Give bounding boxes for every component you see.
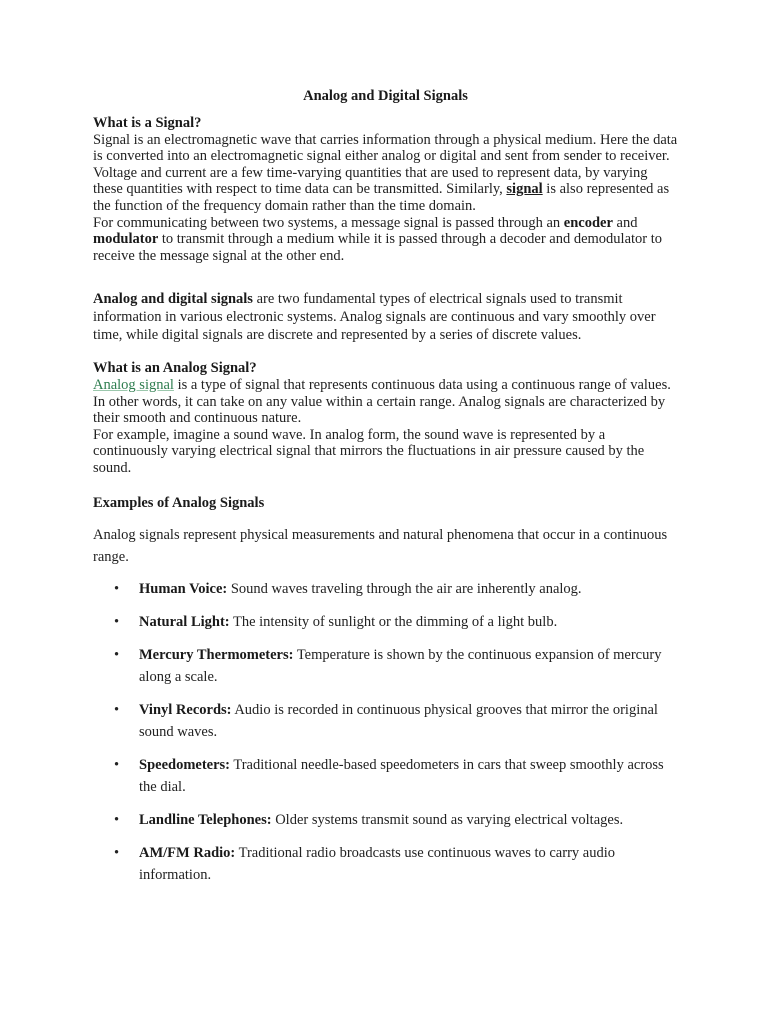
- signal-p2-text-b: is also represented as the function of the frequency domain rather than the time domain.: [93, 181, 670, 214]
- examples-list: [93, 578, 678, 886]
- intro-bold-term: Analog and digital signals: [93, 291, 253, 308]
- list-item: [93, 578, 678, 600]
- bullet-icon: •: [114, 701, 120, 718]
- analog-p1-text: is a type of signal that represents continuous data using a continuous range of values. In other words, it can take on any value within a certain range. Analog signals are characterized by their smooth and continuous nature.: [93, 376, 671, 427]
- signal-p2-text-a: Voltage and current are a few time-varying quantities that are used to represent data, by varying these quantities with respect to time data can be transmitted. Similarly,: [93, 164, 648, 198]
- list-item: [93, 809, 678, 831]
- item-term: Speedometers:: [139, 756, 231, 773]
- examples-heading: Examples of Analog Signals: [93, 494, 265, 511]
- item-term: Mercury Thermometers:: [139, 646, 294, 663]
- analog-paragraph-2: For example, imagine a sound wave. In analog form, the sound wave is represented by a continuously varying electrical signal that mirrors the fluctuations in air pressure caused by the sound.: [93, 426, 645, 476]
- item-term: Natural Light:: [139, 613, 230, 630]
- bullet-icon: •: [114, 613, 120, 630]
- bullet-icon: •: [114, 580, 120, 597]
- item-term: Vinyl Records:: [139, 701, 232, 718]
- list-item: [93, 699, 678, 743]
- signal-p3-text-b: and: [612, 214, 638, 231]
- item-desc: Sound waves traveling through the air are inherently analog.: [227, 580, 582, 597]
- intro-paragraph: [93, 290, 678, 344]
- bullet-icon: •: [114, 646, 120, 663]
- modulator-term: modulator: [93, 231, 159, 248]
- list-item: [93, 754, 678, 798]
- signal-paragraph-2: [93, 165, 678, 215]
- item-desc: Older systems transmit sound as varying electrical voltages.: [271, 811, 624, 828]
- encoder-term: encoder: [563, 214, 613, 231]
- list-item: [93, 842, 678, 886]
- examples-intro: Analog signals represent physical measurements and natural phenomena that occur in a continuous range.: [93, 526, 668, 565]
- bullet-icon: •: [114, 844, 120, 861]
- document-title: Analog and Digital Signals: [303, 88, 468, 104]
- signal-paragraph-1: Signal is an electromagnetic wave that carries information through a physical medium. Here the data is converted into an electromagnetic signal either analog or digital and sent from sender to receiver.: [93, 131, 678, 165]
- item-desc: Traditional radio broadcasts use continuous waves to carry audio information.: [139, 844, 615, 883]
- list-item: [93, 644, 678, 688]
- item-term: AM/FM Radio:: [139, 844, 236, 861]
- item-desc: Temperature is shown by the continuous expansion of mercury along a scale.: [139, 646, 662, 685]
- item-desc: Audio is recorded in continuous physical grooves that mirror the original sound waves.: [139, 701, 658, 740]
- signal-p3-text-c: to transmit through a medium while it is passed through a decoder and demodulator to receive the message signal at the other end.: [93, 231, 663, 264]
- intro-text: are two fundamental types of electrical signals used to transmit information in various electronic systems. Analog signals are continuous and vary smoothly over time, while digital signals are discrete and represented by a series of discrete values.: [93, 291, 656, 344]
- analog-heading: What is an Analog Signal?: [93, 360, 257, 377]
- analog-paragraph-1: [93, 377, 678, 427]
- analog-section: [93, 360, 678, 476]
- signal-p3-text-a: For communicating between two systems, a message signal is passed through an: [93, 214, 564, 231]
- list-item: [93, 611, 678, 633]
- item-term: Landline Telephones:: [139, 811, 272, 828]
- signal-section: [93, 115, 678, 264]
- bullet-icon: •: [114, 811, 120, 828]
- signal-heading: What is a Signal?: [93, 115, 202, 131]
- signal-paragraph-3: [93, 215, 678, 265]
- item-term: Human Voice:: [139, 580, 228, 597]
- signal-link[interactable]: signal: [506, 181, 543, 198]
- analog-signal-link[interactable]: Analog signal: [93, 376, 174, 393]
- item-desc: The intensity of sunlight or the dimming of a light bulb.: [229, 613, 558, 630]
- item-desc: Traditional needle-based speedometers in cars that sweep smoothly across the dial.: [139, 756, 664, 795]
- bullet-icon: •: [114, 756, 120, 773]
